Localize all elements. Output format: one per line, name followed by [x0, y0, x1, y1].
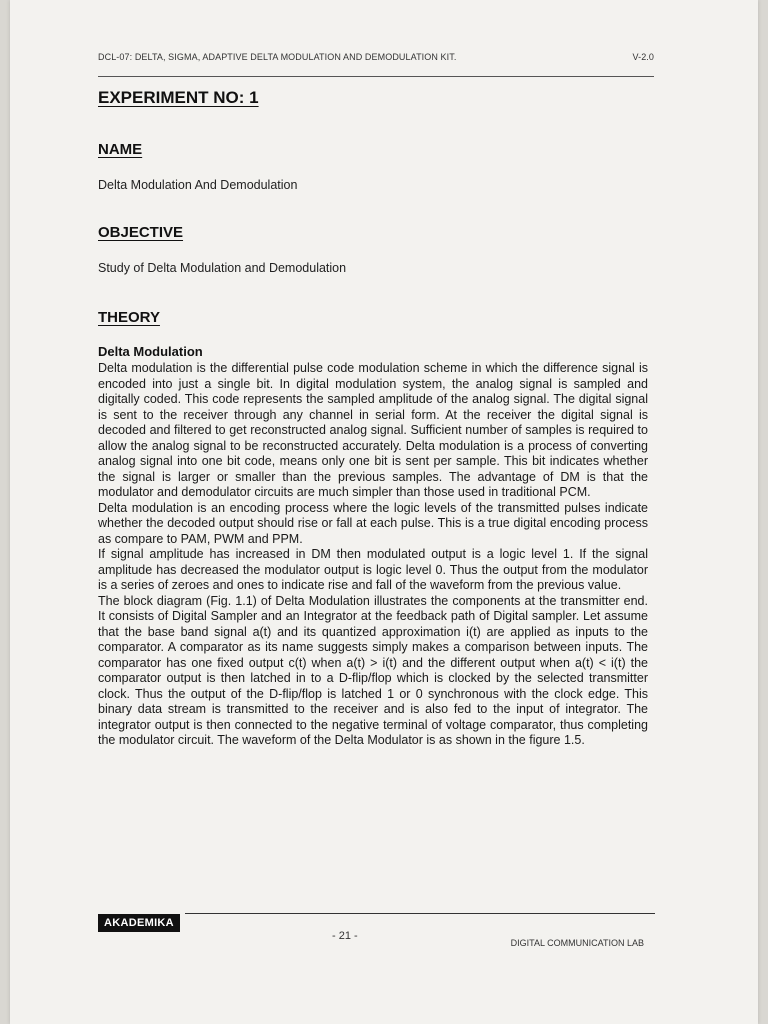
- objective-heading: OBJECTIVE: [98, 224, 184, 241]
- theory-body: [98, 361, 648, 749]
- page-header: [98, 52, 654, 62]
- header-divider: [98, 76, 654, 77]
- version-label: V-2.0: [632, 52, 654, 62]
- delta-modulation-subheading: Delta Modulation: [98, 344, 203, 359]
- lab-name: DIGITAL COMMUNICATION LAB: [510, 938, 644, 948]
- theory-paragraph: The block diagram (Fig. 1.1) of Delta Modulation illustrates the components at the transmitter end. It consists of Digital Sampler and an Integrator at the feedback path of Digital sampler. Let assume that the base band signal a(t) and its quantized approximation i(t) are applied as inputs to the comparator. A comparator as its name suggests simply makes a comparison between inputs. The comparator has one fixed output c(t) when a(t) > i(t) and the different output when a(t) < i(t) the comparator output is then latched in to a D-flip/flop which is clocked by the selected transmitter clock. Thus the output of the D-flip/flop is latched 1 or 0 synchronous with the clock edge. This binary data stream is transmitted to the receiver and is also fed to the input of integrator. The integrator output is then connected to the negative terminal of voltage comparator, thus completing the modulator circuit. The waveform of the Delta Modulator is as shown in the figure 1.5.: [98, 593, 648, 747]
- theory-paragraph: Delta modulation is the differential pulse code modulation scheme in which the difference signal is encoded into just a single bit. In digital modulation system, the analog signal is sampled and digitally coded. This code represents the sampled amplitude of the analog signal. The digital signal is sent to the receiver through any channel in serial form. At the receiver the digital signal is decoded and filtered to get reconstructed analog signal. Sufficient number of samples is required to allow the analog signal to be reconstructed accurately. Delta modulation is a process of converting analog signal into one bit code, means only one bit is sent per sample. This bit indicates whether the signal is larger or smaller than the previous samples. The advantage of DM is that the modulator and demodulator circuits are much simpler than those used in traditional PCM.: [98, 361, 648, 499]
- page-number: - 21 -: [332, 930, 358, 942]
- kit-title: DCL-07: DELTA, SIGMA, ADAPTIVE DELTA MODULATION AND DEMODULATION KIT.: [98, 52, 457, 62]
- name-heading: NAME: [98, 141, 143, 158]
- akademika-logo: AKADEMIKA: [98, 914, 180, 932]
- footer-divider: [185, 913, 655, 914]
- theory-heading: THEORY: [98, 309, 160, 326]
- objective-text: Study of Delta Modulation and Demodulation: [98, 261, 347, 275]
- theory-paragraph: If signal amplitude has increased in DM then modulated output is a logic level 1. If the signal amplitude has decreased the modulator output is logic level 0. Thus the output from the modulator is a series of zeroes and ones to indicate rise and fall of the waveform from the previous value.: [98, 547, 648, 592]
- document-page: [10, 0, 758, 1024]
- theory-paragraph: Delta modulation is an encoding process where the logic levels of the transmitted pulses indicate whether the decoded output should rise or fall at each pulse. This is a true digital encoding process as compare to PAM, PWM and PPM.: [98, 500, 648, 546]
- name-text: Delta Modulation And Demodulation: [98, 178, 298, 192]
- experiment-title: EXPERIMENT NO: 1: [98, 88, 259, 107]
